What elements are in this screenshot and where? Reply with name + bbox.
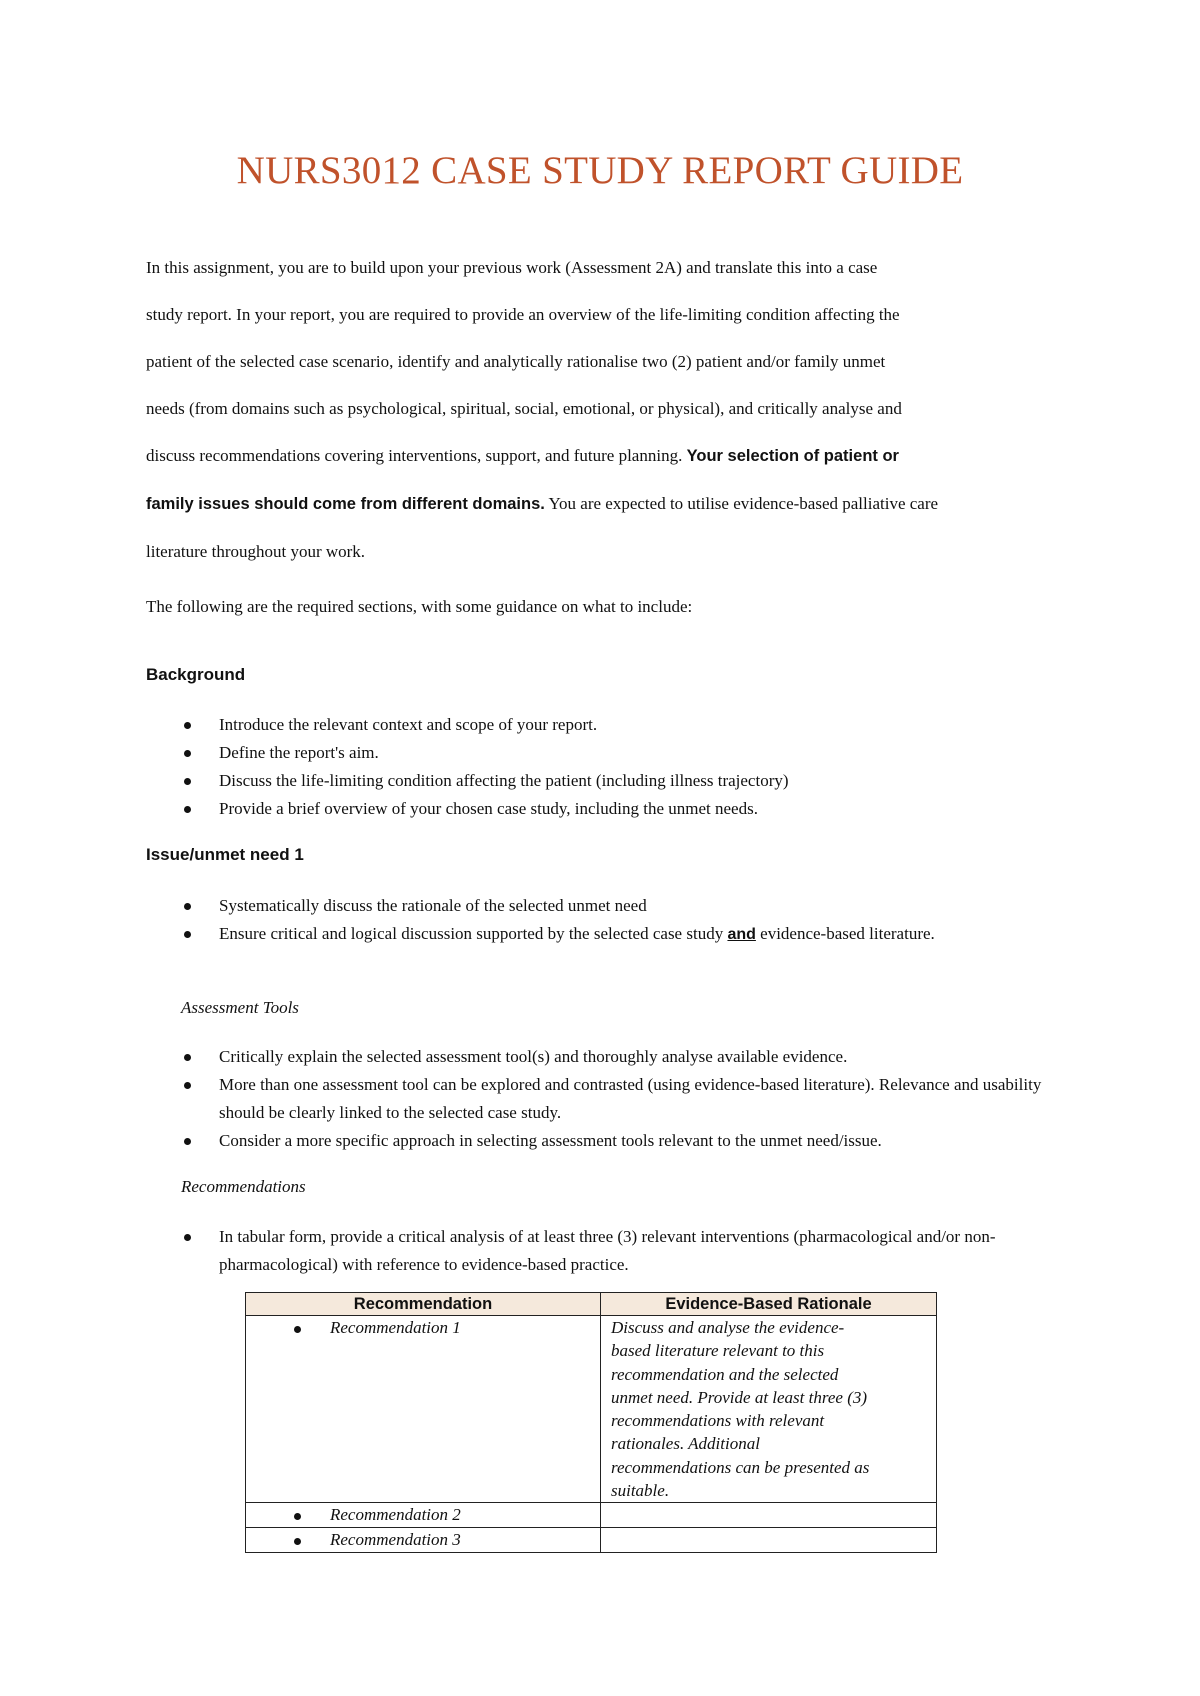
rationale-cell <box>601 1528 937 1553</box>
intro-line: literature throughout your work. <box>146 542 366 561</box>
list-item: Discuss the life-limiting condition affecting the patient (including illness trajectory) <box>146 767 1076 795</box>
intro-bold-text: Your selection of patient or <box>686 447 899 465</box>
bullet-icon <box>294 1513 301 1520</box>
issue-heading: Issue/unmet need 1 <box>146 845 304 864</box>
background-heading: Background <box>146 665 246 684</box>
recommendations-heading: Recommendations <box>181 1177 306 1196</box>
bullet-icon <box>294 1538 301 1545</box>
table-header: Evidence-Based Rationale <box>601 1293 937 1316</box>
list-item: Define the report's aim. <box>146 739 1076 767</box>
intro-paragraph <box>146 244 1076 575</box>
recommendation-cell: Recommendation 1 <box>246 1316 601 1503</box>
intro-line: discuss recommendations covering interventions, support, and future planning. <box>146 446 687 465</box>
bullet-icon <box>184 722 191 729</box>
bullet-icon <box>184 778 191 785</box>
list-item: Systematically discuss the rationale of the selected unmet need <box>146 892 1076 920</box>
bullet-icon <box>184 1082 191 1089</box>
bullet-icon <box>184 750 191 757</box>
bullet-icon <box>184 1234 191 1241</box>
rationale-cell <box>601 1503 937 1528</box>
intro-bold-text: family issues should come from different domains. <box>146 495 545 513</box>
recommendations-list <box>146 1223 1076 1279</box>
bullet-icon <box>184 1054 191 1061</box>
bullet-icon <box>184 931 191 938</box>
recommendations-table <box>245 1292 937 1553</box>
assessment-tools-list <box>146 1043 1076 1155</box>
intro-line: In this assignment, you are to build upon your previous work (Assessment 2A) and translate this into a case <box>146 258 878 277</box>
table-header: Recommendation <box>246 1293 601 1316</box>
recommendation-cell: Recommendation 2 <box>246 1503 601 1528</box>
list-item: More than one assessment tool can be explored and contrasted (using evidence-based literature). Relevance and usability should be clearly linked to the selected case study. <box>146 1071 1076 1127</box>
table-row <box>246 1316 937 1503</box>
bullet-icon <box>184 806 191 813</box>
table-row <box>246 1528 937 1553</box>
list-item: In tabular form, provide a critical analysis of at least three (3) relevant interventions (pharmacological and/or non-pharmacological) with reference to evidence-based practice. <box>146 1223 1076 1279</box>
background-list <box>146 711 1076 823</box>
intro-line: You are expected to utilise evidence-based palliative care <box>544 494 939 513</box>
assessment-tools-heading: Assessment Tools <box>181 998 299 1017</box>
recommendation-cell: Recommendation 3 <box>246 1528 601 1553</box>
bullet-icon <box>184 903 191 910</box>
table-row <box>246 1503 937 1528</box>
intro-line: needs (from domains such as psychological, spiritual, social, emotional, or physical), and critically analyse and <box>146 399 902 418</box>
emphasis-text: and <box>727 926 756 943</box>
list-item: Ensure critical and logical discussion supported by the selected case study and evidence-based literature. <box>146 920 1076 949</box>
list-item: Consider a more specific approach in selecting assessment tools relevant to the unmet need/issue. <box>146 1127 1076 1155</box>
bullet-icon <box>184 1138 191 1145</box>
intro-line: patient of the selected case scenario, identify and analytically rationalise two (2) patient and/or family unmet <box>146 352 886 371</box>
list-item: Critically explain the selected assessment tool(s) and thoroughly analyse available evidence. <box>146 1043 1076 1071</box>
issue-list <box>146 892 1076 949</box>
list-item: Provide a brief overview of your chosen case study, including the unmet needs. <box>146 795 1076 823</box>
bullet-icon <box>294 1326 301 1333</box>
intro-line: study report. In your report, you are required to provide an overview of the life-limiting condition affecting the <box>146 305 900 324</box>
page-title: NURS3012 CASE STUDY REPORT GUIDE <box>236 149 964 192</box>
rationale-cell: Discuss and analyse the evidence- based literature relevant to this recommendation and the selected unmet need. Provide at least three (3) recommendations with relevant rationales. Additional recommendations can be presented as suitable. <box>601 1316 937 1503</box>
list-item: Introduce the relevant context and scope of your report. <box>146 711 1076 739</box>
required-sections-text: The following are the required sections, with some guidance on what to include: <box>146 597 693 616</box>
